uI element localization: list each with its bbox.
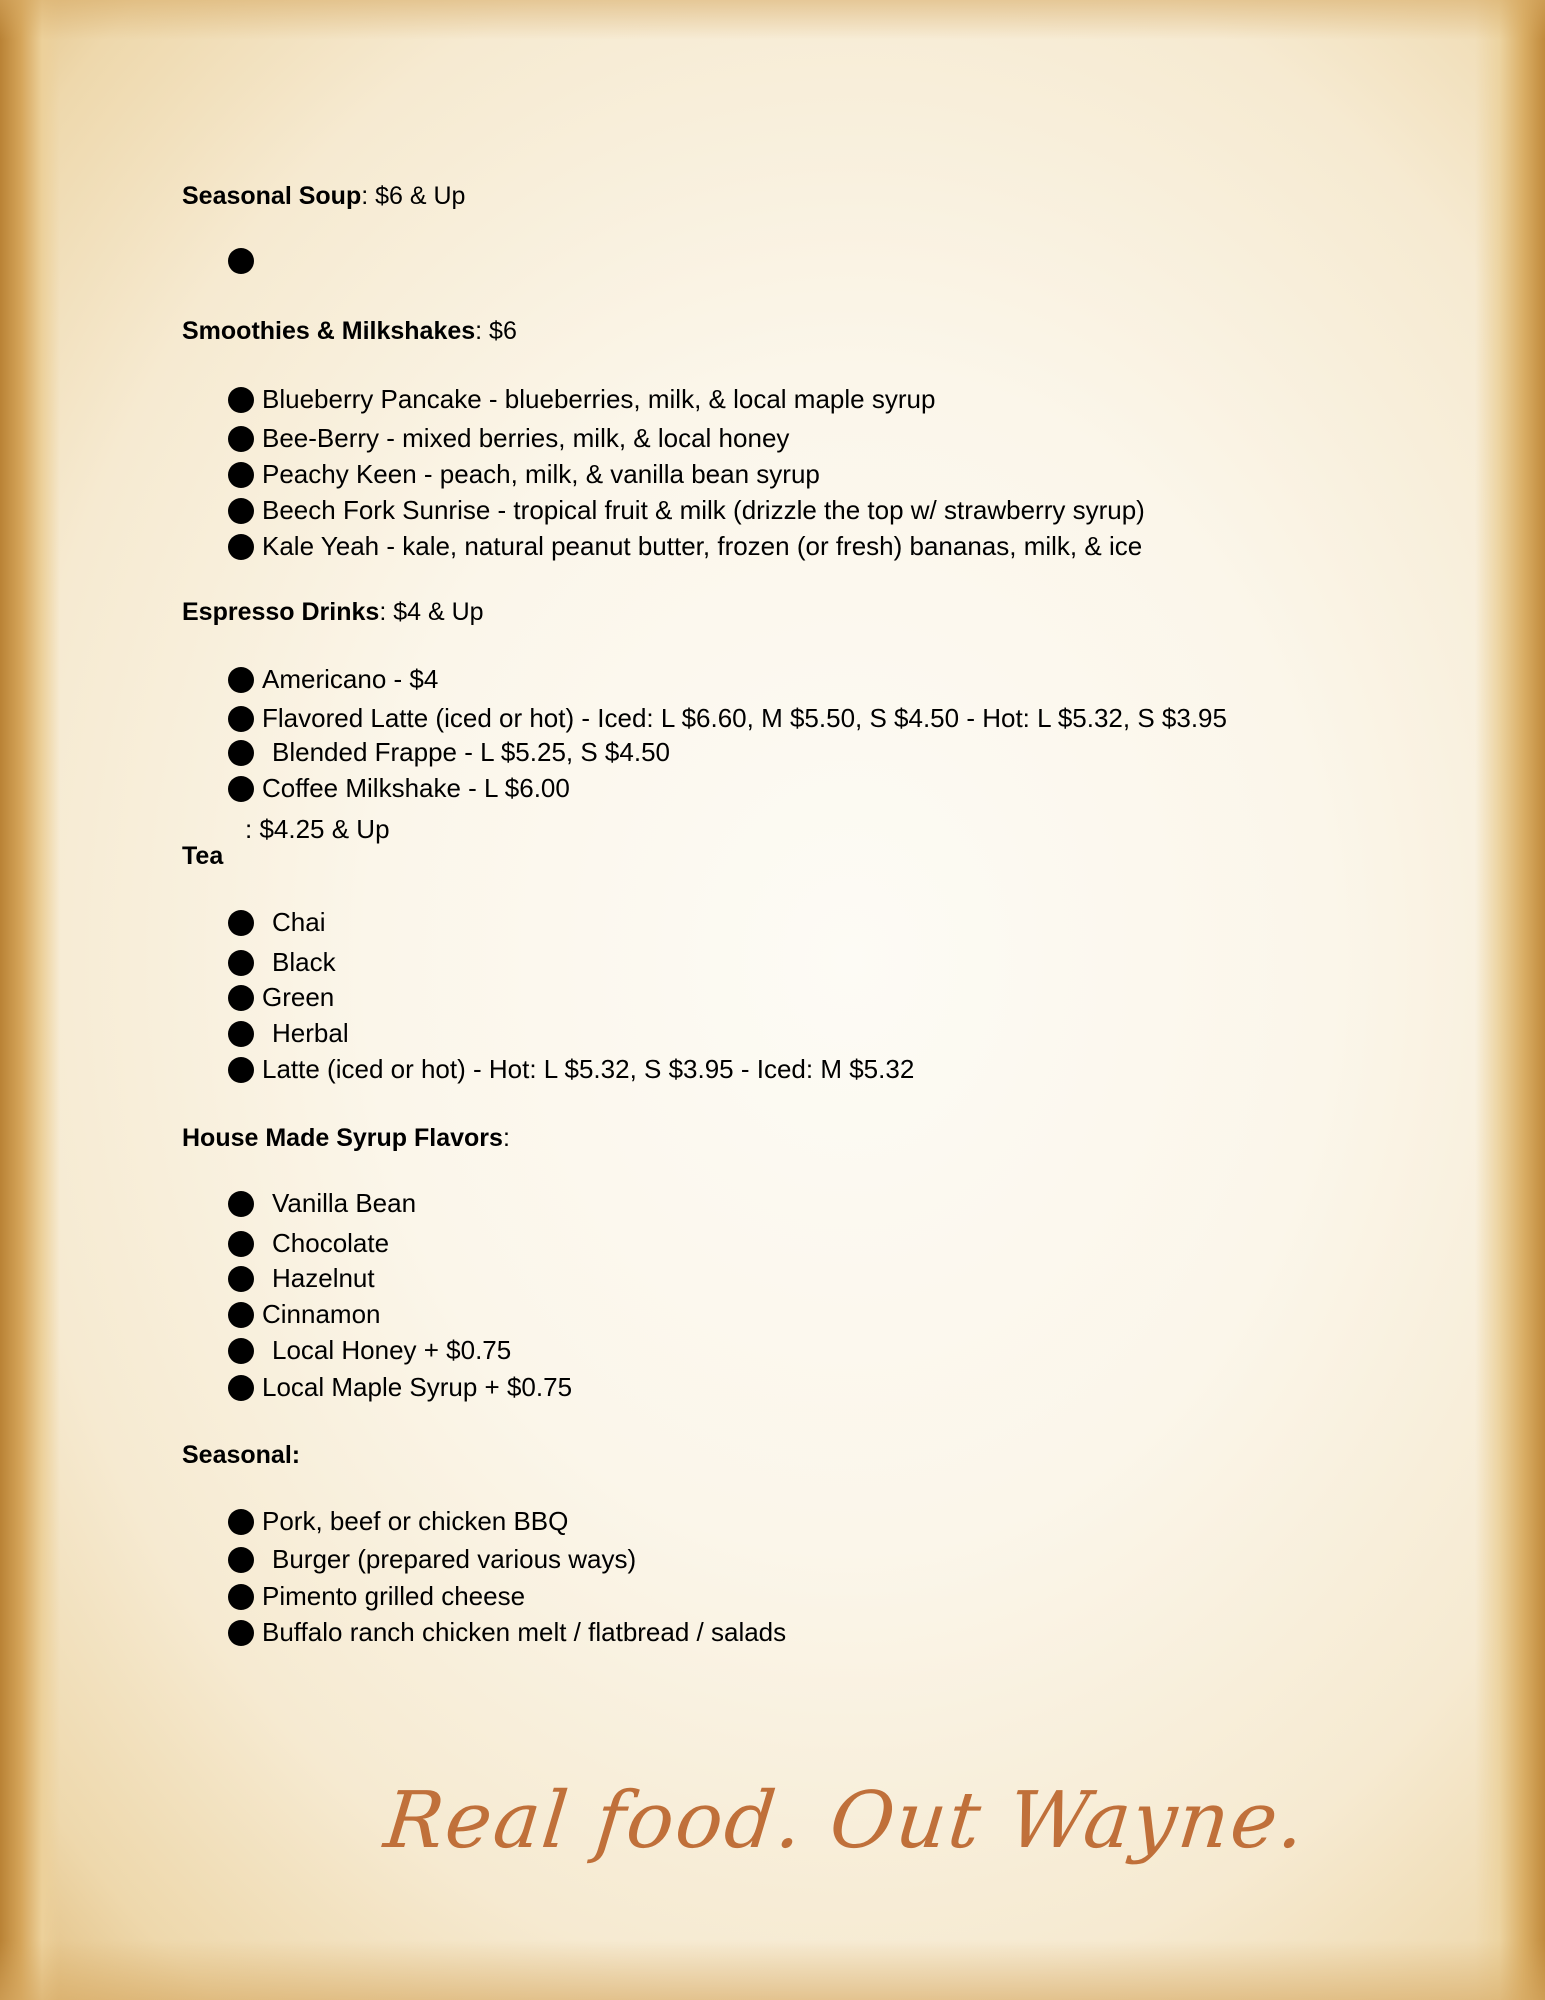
list-item [228,1263,375,1294]
item-text: Beech Fork Sunrise - tropical fruit & milk (drizzle the top w/ strawberry syrup) [262,495,1145,525]
bullet-icon [228,462,254,488]
tagline: Real food. Out Wayne. [380,1776,1311,1866]
item-text: Local Maple Syrup + $0.75 [262,1372,573,1402]
list-item [228,384,935,415]
item-text: Bee-Berry - mixed berries, milk, & local honey [262,423,790,453]
list-item [228,1544,636,1575]
section-price: : $6 [475,317,517,345]
item-text: Kale Yeah - kale, natural peanut butter, frozen (or fresh) bananas, milk, & ice [262,531,1143,561]
section-price: : $4 & Up [379,598,484,626]
bullet-icon [228,387,254,413]
list-item [228,1188,416,1219]
list-item [228,531,1142,562]
section-price: : [502,1124,510,1152]
list-item [228,1617,786,1648]
item-text: Hazelnut [272,1263,375,1293]
bullet-icon [228,1375,254,1401]
bullet-icon [228,1191,254,1217]
section-heading-seasonal-soup [182,182,465,211]
list-item [228,459,820,490]
section-title: Espresso Drinks [182,598,380,626]
item-text: Burger (prepared various ways) [272,1544,637,1574]
list-item [228,495,1145,526]
item-text: Chocolate [272,1228,390,1258]
section-title: Tea [182,842,224,870]
section-title: House Made Syrup Flavors [182,1124,503,1152]
bullet-icon [228,776,254,802]
item-text: Local Honey + $0.75 [272,1335,512,1365]
list-item [228,1335,511,1366]
item-text: Cinnamon [262,1299,381,1329]
item-text: Herbal [272,1018,349,1048]
item-text: Latte (iced or hot) - Hot: L $5.32, S $3.95 - Iced: M $5.32 [262,1054,915,1084]
section-heading-espresso [182,598,484,627]
section-price: : $6 & Up [361,182,466,210]
bullet-icon [228,740,254,766]
bullet-icon [228,985,254,1011]
item-text: Buffalo ranch chicken melt / flatbread / salads [262,1617,787,1647]
item-text: Blueberry Pancake - blueberries, milk, & local maple syrup [262,384,936,414]
list-item [228,1299,381,1330]
bullet-icon [228,910,254,936]
bullet-icon [228,667,254,693]
list-item [228,1372,572,1403]
bullet-icon [228,1584,254,1610]
bullet-icon [228,1266,254,1292]
bullet-icon [228,1338,254,1364]
list-item [228,737,670,768]
list-item [228,1054,914,1085]
bullet-icon [228,1509,254,1535]
item-text: Vanilla Bean [272,1188,417,1218]
list-item [228,664,438,695]
bullet-icon [228,248,254,274]
list-item [228,1018,349,1049]
bullet-icon [228,1547,254,1573]
bullet-icon [228,1057,254,1083]
item-text: Americano - $4 [262,664,439,694]
list-item [228,947,336,978]
section-title: Seasonal: [182,1441,301,1469]
item-text: Blended Frappe - L $5.25, S $4.50 [272,737,670,767]
item-text: Peachy Keen - peach, milk, & vanilla bean syrup [262,459,820,489]
item-text: Black [272,947,336,977]
bullet-icon [228,1302,254,1328]
section-heading-smoothies [182,317,517,346]
section-title: Smoothies & Milkshakes [182,317,476,345]
bullet-icon [228,950,254,976]
section-title: Seasonal Soup [182,182,362,210]
list-item [228,1228,389,1259]
list-item [228,773,570,804]
section-heading-syrups [182,1124,510,1153]
bullet-icon [228,426,254,452]
item-text: Pork, beef or chicken BBQ [262,1506,569,1536]
list-item [228,423,789,454]
section-heading-seasonal [182,1441,300,1470]
bullet-icon [228,498,254,524]
item-text: Coffee Milkshake - L $6.00 [262,773,570,803]
list-item [228,703,1227,734]
bullet-icon [228,1231,254,1257]
bullet-icon [228,706,254,732]
item-text: Green [262,982,335,1012]
list-item [228,1581,525,1612]
list-item [228,1506,568,1537]
list-item [228,907,325,938]
section-price-tea: : $4.25 & Up [245,814,390,844]
bullet-icon [228,1620,254,1646]
list-item [228,982,334,1013]
item-text: Pimento grilled cheese [262,1581,526,1611]
section-heading-tea [182,842,223,871]
bullet-icon [228,534,254,560]
item-text: Chai [272,907,326,937]
item-text: Flavored Latte (iced or hot) - Iced: L $6.60, M $5.50, S $4.50 - Hot: L $5.32, S $3.95 [262,703,1227,733]
bullet-icon [228,1021,254,1047]
list-item [228,248,262,274]
